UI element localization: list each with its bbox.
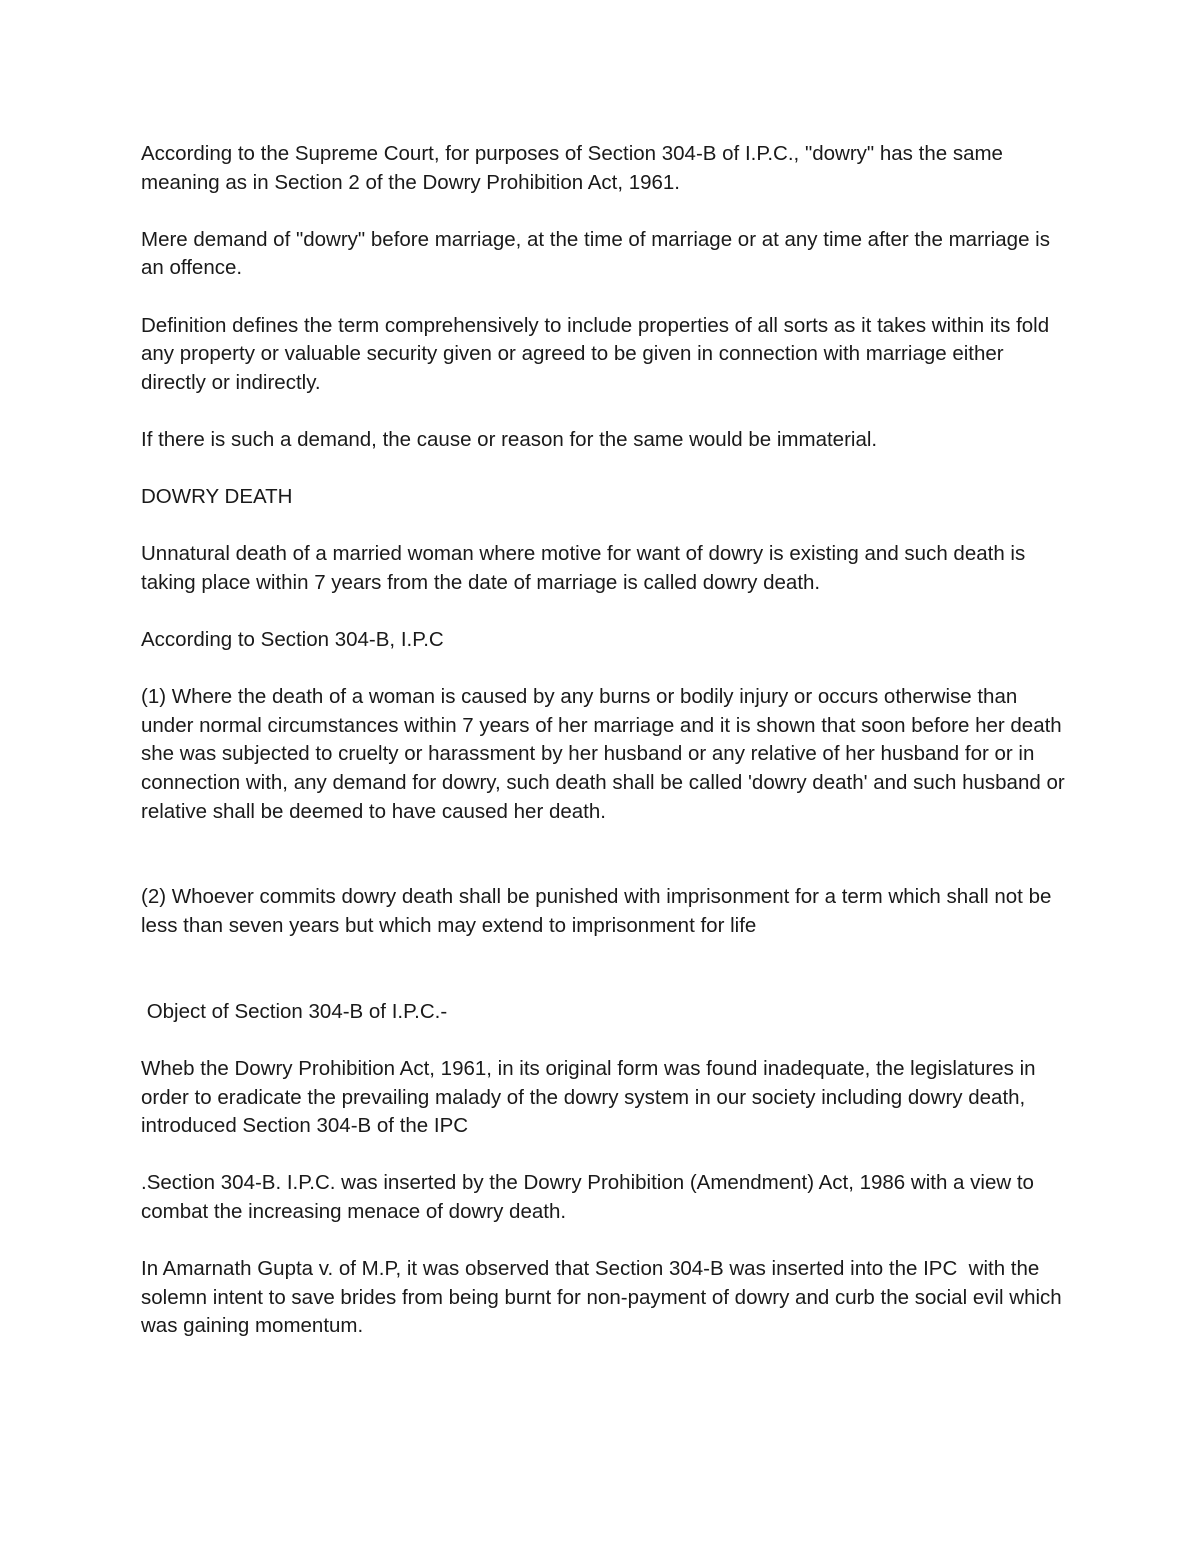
paragraph-clause-2: (2) Whoever commits dowry death shall be punished with imprisonment for a term which shall not be less than seven years but which may extend to imprisonment for life <box>141 885 1058 938</box>
paragraph-section-reference: According to Section 304-B, I.P.C <box>141 628 444 652</box>
document-body <box>141 140 1071 1370</box>
heading-dowry-death: DOWRY DEATH <box>141 485 293 509</box>
paragraph-dowry-act-inadequate: Wheb the Dowry Prohibition Act, 1961, in its original form was found inadequate, the legislatures in order to eradicate the prevailing malady of the dowry system in our society including dowry death, introduced Section 304-B of the IPC <box>141 1057 1042 1138</box>
paragraph-mere-demand: Mere demand of "dowry" before marriage, at the time of marriage or at any time after the marriage is an offence. <box>141 227 1056 280</box>
paragraph-supreme-court-definition: According to the Supreme Court, for purposes of Section 304-B of I.P.C., "dowry" has the same meaning as in Section 2 of the Dowry Prohibition Act, 1961. <box>141 142 1009 194</box>
paragraph-unnatural-death: Unnatural death of a married woman where motive for want of dowry is existing and such death is taking place within 7 years from the date of marriage is called dowry death. <box>141 542 1031 594</box>
paragraph-amarnath-gupta: In Amarnath Gupta v. of M.P, it was observed that Section 304-B was inserted into the IPC with the solemn intent to save brides from being burnt for non-payment of dowry and curb the social evil which was gaining momentum. <box>141 1257 1068 1338</box>
paragraph-demand-cause: If there is such a demand, the cause or reason for the same would be immaterial. <box>141 427 878 451</box>
paragraph-amendment-act: .Section 304-B. I.P.C. was inserted by the Dowry Prohibition (Amendment) Act, 1986 with a view to combat the increasing menace of dowry death. <box>141 1171 1040 1223</box>
paragraph-definition-scope: Definition defines the term comprehensively to include properties of all sorts as it takes within its fold any property or valuable security given or agreed to be given in connection with marriage either directly or indirectly. <box>141 313 1055 394</box>
heading-object-of-section: Object of Section 304-B of I.P.C.- <box>141 999 448 1023</box>
paragraph-clause-1: (1) Where the death of a woman is caused by any burns or bodily injury or occurs otherwise than under normal circumstances within 7 years of her marriage and it is shown that soon before her death she was subjected to cruelty or harassment by her husband or any relative of her husband for or in connection with, any demand for dowry, such death shall be called 'dowry death' and such husband or relative shall be deemed to have caused her death. <box>141 685 1071 823</box>
